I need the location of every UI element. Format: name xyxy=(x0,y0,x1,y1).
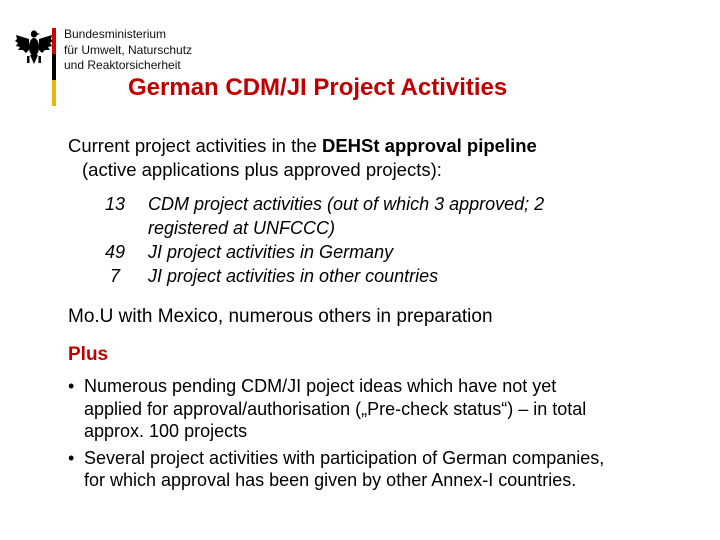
bullet-line: Numerous pending CDM/JI poject ideas which have not yet xyxy=(84,376,557,396)
flag-stripe xyxy=(52,28,56,106)
intro-paragraph xyxy=(68,134,537,182)
list-item xyxy=(68,375,688,443)
stat-number: 7 xyxy=(109,266,120,286)
mou-text: Mo.U with Mexico, numerous others in preparation xyxy=(68,306,493,327)
stat-number: 13 xyxy=(104,194,126,214)
intro-line2: (active applications plus approved projects): xyxy=(82,159,442,180)
stat-desc: CDM project activities (out of which 3 approved; 2 xyxy=(148,194,545,214)
bullet-line: approx. 100 projects xyxy=(84,421,248,441)
ministry-name xyxy=(64,27,192,74)
stat-item xyxy=(100,240,618,264)
list-item xyxy=(68,447,688,492)
stat-item xyxy=(100,192,618,240)
ministry-line: und Reaktorsicherheit xyxy=(64,58,181,72)
ministry-line: für Umwelt, Naturschutz xyxy=(64,42,193,57)
stat-desc: JI project activities in other countries xyxy=(148,266,439,286)
plus-heading: Plus xyxy=(68,344,109,365)
slide-title: German CDM/JI Project Activities xyxy=(128,74,508,101)
stat-desc: registered at UNFCCC) xyxy=(148,218,336,238)
intro-text: Current project activities in the xyxy=(68,135,322,156)
bullet-marker: • xyxy=(68,447,75,468)
bullet-list xyxy=(68,375,688,496)
bullet-line: Several project activities with participation of German companies, xyxy=(84,447,605,468)
bullet-marker: • xyxy=(68,376,75,396)
federal-eagle-icon xyxy=(14,26,54,66)
stat-number: 49 xyxy=(104,242,126,262)
stat-item xyxy=(100,264,618,288)
intro-bold: DEHSt approval pipeline xyxy=(321,135,537,156)
stat-desc: JI project activities in Germany xyxy=(148,242,394,262)
bullet-line: for which approval has been given by other Annex-I countries. xyxy=(84,470,577,490)
ministry-line: Bundesministerium xyxy=(64,27,167,41)
bullet-line: applied for approval/authorisation („Pre-check status“) – in total xyxy=(84,398,587,419)
stats-list xyxy=(100,192,618,288)
